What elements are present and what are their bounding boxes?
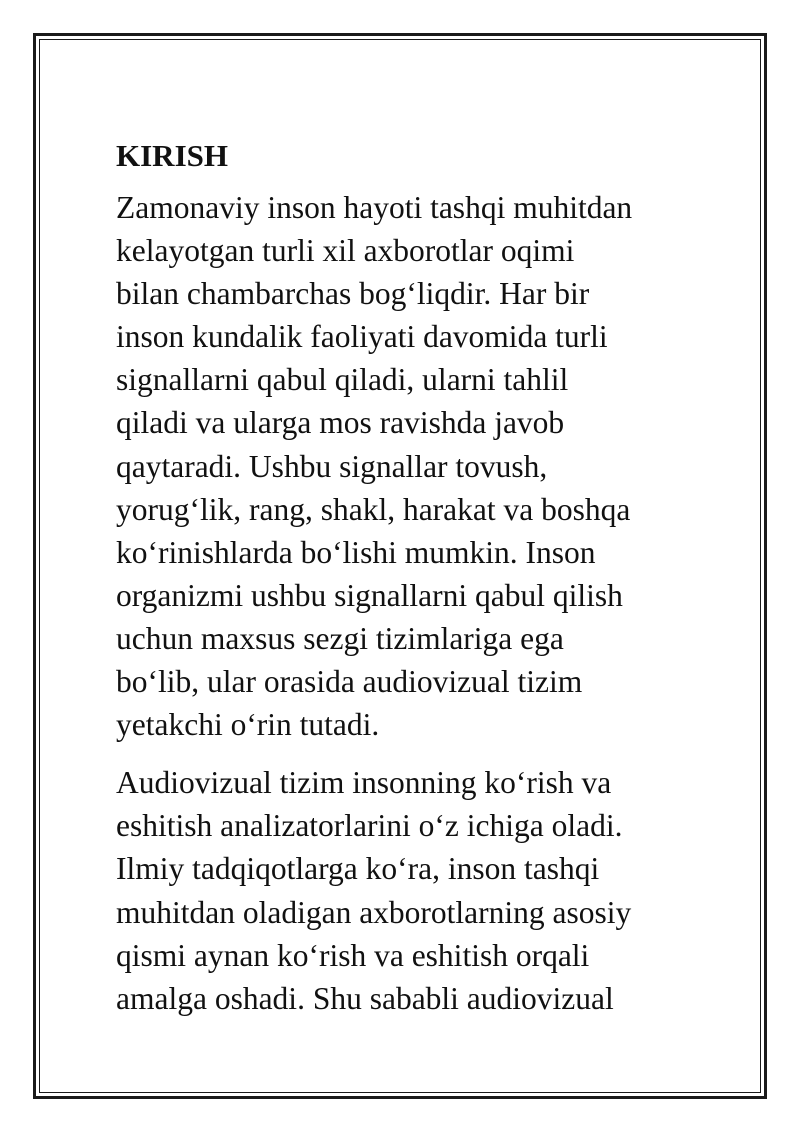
text-line: uchun maxsus sezgi tizimlariga ega [116,620,564,656]
paragraph-1 [116,186,756,746]
text-line: Audiovizual tizim insonning ko‘rish va [116,765,612,801]
text-line: yetakchi o‘rin tutadi. [116,707,380,743]
text-line: eshitish analizatorlarini o‘z ichiga oladi. [116,808,623,844]
text-line: muhitdan oladigan axborotlarning asosiy [116,894,632,930]
text-line: qismi aynan ko‘rish va eshitish orqali [116,937,590,973]
text-line: organizmi ushbu signallarni qabul qilish [116,577,623,613]
text-line: Ilmiy tadqiqotlarga ko‘ra, inson tashqi [116,851,600,887]
text-line: ko‘rinishlarda bo‘lishi mumkin. Inson [116,534,596,570]
text-line: Zamonaviy inson hayoti tashqi muhitdan [116,190,633,225]
text-line: qaytaradi. Ushbu signallar tovush, [116,448,548,484]
paragraph-2 [116,761,756,1020]
text-line: signallarni qabul qiladi, ularni tahlil [116,362,569,398]
document-body [116,134,756,1035]
text-line: bo‘lib, ular orasida audiovizual tizim [116,664,583,700]
text-line: inson kundalik faoliyati davomida turli [116,319,608,355]
section-heading: KIRISH [116,138,228,173]
text-line: yorug‘lik, rang, shakl, harakat va boshqa [116,491,631,527]
text-line: bilan chambarchas bog‘liqdir. Har bir [116,276,590,312]
text-line: kelayotgan turli xil axborotlar oqimi [116,233,575,269]
text-line: amalga oshadi. Shu sababli audiovizual [116,980,614,1016]
text-line: qiladi va ularga mos ravishda javob [116,405,565,441]
